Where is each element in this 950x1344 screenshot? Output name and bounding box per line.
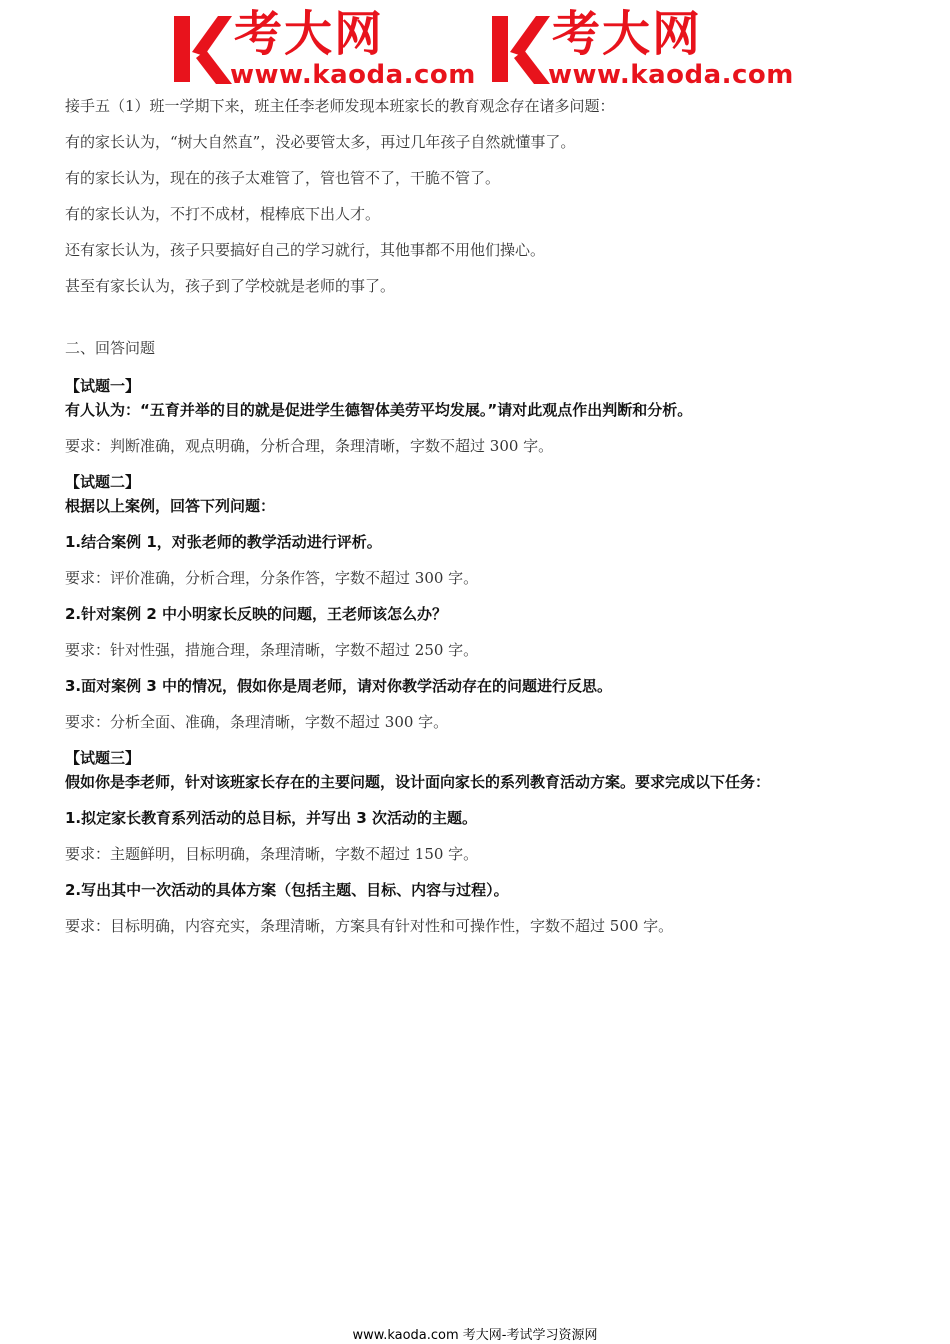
- question-stem: 假如你是李老师，针对该班家长存在的主要问题，设计面向家长的系列教育活动方案。要求完成以下任务：: [65, 773, 771, 791]
- sub-question: 1.结合案例 1，对张老师的教学活动进行评析。: [65, 533, 382, 551]
- question-title: 【试题二】: [65, 473, 141, 491]
- question-requirement: 要求：目标明确，内容充实，条理清晰，方案具有针对性和可操作性，字数不超过 500 字。: [65, 917, 674, 935]
- section-title: 二、回答问题: [65, 339, 156, 357]
- question-requirement: 要求：主题鲜明，目标明确，条理清晰，字数不超过 150 字。: [65, 845, 479, 863]
- header: [0, 6, 950, 92]
- case-item: 有的家长认为，现在的孩子太难管了，管也管不了，干脆不管了。: [65, 169, 501, 187]
- kaoda-logo: [172, 6, 492, 92]
- kaoda-logo: [490, 6, 810, 92]
- k-logo-icon: [490, 12, 550, 86]
- logo-chinese-name: 考大网: [552, 6, 703, 62]
- case-intro: 接手五（1）班一学期下来，班主任李老师发现本班家长的教育观念存在诸多问题：: [65, 97, 615, 115]
- sub-question: 1.拟定家长教育系列活动的总目标，并写出 3 次活动的主题。: [65, 809, 478, 827]
- question-stem: 根据以上案例，回答下列问题：: [65, 497, 276, 515]
- question-stem: 有人认为：“五育并举的目的就是促进学生德智体美劳平均发展。”请对此观点作出判断和分析。: [65, 401, 693, 419]
- question-title: 【试题一】: [65, 377, 141, 395]
- logo-url: www.kaoda.com: [548, 60, 794, 90]
- sub-question: 2.针对案例 2 中小明家长反映的问题，王老师该怎么办？: [65, 605, 448, 623]
- question-requirement: 要求：判断准确，观点明确，分析合理，条理清晰，字数不超过 300 字。: [65, 437, 554, 455]
- sub-question: 3.面对案例 3 中的情况，假如你是周老师，请对你教学活动存在的问题进行反思。: [65, 677, 613, 695]
- document-body: [65, 94, 905, 938]
- page-footer: www.kaoda.com 考大网-考试学习资源网: [352, 1328, 598, 1343]
- case-item: 有的家长认为，不打不成材，棍棒底下出人才。: [65, 205, 381, 223]
- case-item: 还有家长认为，孩子只要搞好自己的学习就行，其他事都不用他们操心。: [65, 241, 546, 259]
- question-requirement: 要求：针对性强，措施合理，条理清晰，字数不超过 250 字。: [65, 641, 479, 659]
- question-requirement: 要求：评价准确，分析合理，分条作答，字数不超过 300 字。: [65, 569, 479, 587]
- question-requirement: 要求：分析全面、准确，条理清晰，字数不超过 300 字。: [65, 713, 449, 731]
- case-item: 甚至有家长认为，孩子到了学校就是老师的事了。: [65, 277, 396, 295]
- logo-chinese-name: 考大网: [234, 6, 385, 62]
- k-logo-icon: [172, 12, 232, 86]
- question-title: 【试题三】: [65, 749, 141, 767]
- sub-question: 2.写出其中一次活动的具体方案（包括主题、目标、内容与过程）。: [65, 881, 509, 899]
- logo-url: www.kaoda.com: [230, 60, 476, 90]
- case-item: 有的家长认为，“树大自然直”，没必要管太多，再过几年孩子自然就懂事了。: [65, 133, 576, 151]
